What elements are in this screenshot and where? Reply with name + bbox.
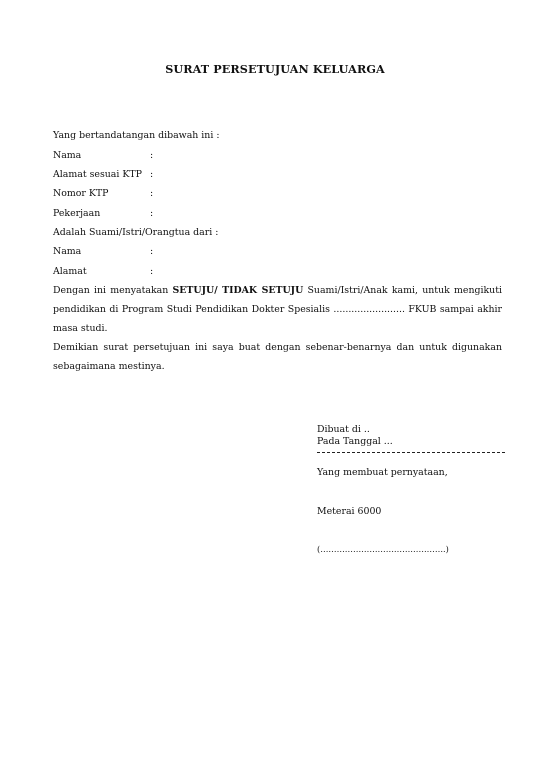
field-sep: : — [150, 169, 154, 180]
field-label: Nomor KTP — [53, 188, 109, 199]
closing-line: sebagaimana mestinya. — [53, 361, 165, 372]
statement-choice: SETUJU/ TIDAK SETUJU — [172, 285, 304, 296]
field-pekerjaan — [53, 208, 153, 220]
field-alamat-ktp — [53, 169, 153, 181]
signature-place: Dibuat di .. — [317, 424, 370, 435]
field-label: Pekerjaan — [53, 208, 101, 219]
closing-paragraph — [53, 338, 502, 376]
field-nama — [53, 150, 153, 162]
field-sep: : — [150, 246, 154, 257]
intro-text: Yang bertandatangan dibawah ini : — [53, 130, 220, 141]
closing-line: Demikian surat persetujuan ini saya buat dengan sebenar-benarnya dan untuk digunakan — [53, 342, 502, 353]
stamp-label: Meterai 6000 — [317, 506, 382, 517]
signature-divider — [317, 452, 505, 453]
statement-line: pendidikan di Program Studi Pendidikan Dokter Spesialis ........................ FKUB sampai akhir — [53, 304, 502, 315]
field-label: Alamat sesuai KTP — [53, 169, 142, 180]
field-sep: : — [150, 188, 154, 199]
statement-paragraph — [53, 281, 502, 338]
relation-heading: Adalah Suami/Istri/Orangtua dari : — [53, 227, 219, 238]
field-label: Nama — [53, 150, 82, 161]
field-sep: : — [150, 208, 154, 219]
signature-name-placeholder: (……………………………………….) — [317, 544, 449, 554]
field-relative-nama — [53, 246, 153, 258]
field-sep: : — [150, 266, 154, 277]
field-relative-alamat — [53, 266, 153, 278]
signature-maker: Yang membuat pernyataan, — [317, 467, 448, 478]
statement-line: masa studi. — [53, 323, 108, 334]
statement-line — [53, 281, 502, 300]
field-label: Nama — [53, 246, 82, 257]
signature-date: Pada Tanggal ... — [317, 436, 393, 447]
statement-text: Suami/Istri/Anak kami, untuk mengikuti — [303, 285, 502, 296]
document-title: SURAT PERSETUJUAN KELUARGA — [165, 62, 385, 76]
field-sep: : — [150, 150, 154, 161]
field-label: Alamat — [53, 266, 87, 277]
field-nomor-ktp — [53, 188, 153, 200]
statement-text: Dengan ini menyatakan — [53, 285, 173, 296]
